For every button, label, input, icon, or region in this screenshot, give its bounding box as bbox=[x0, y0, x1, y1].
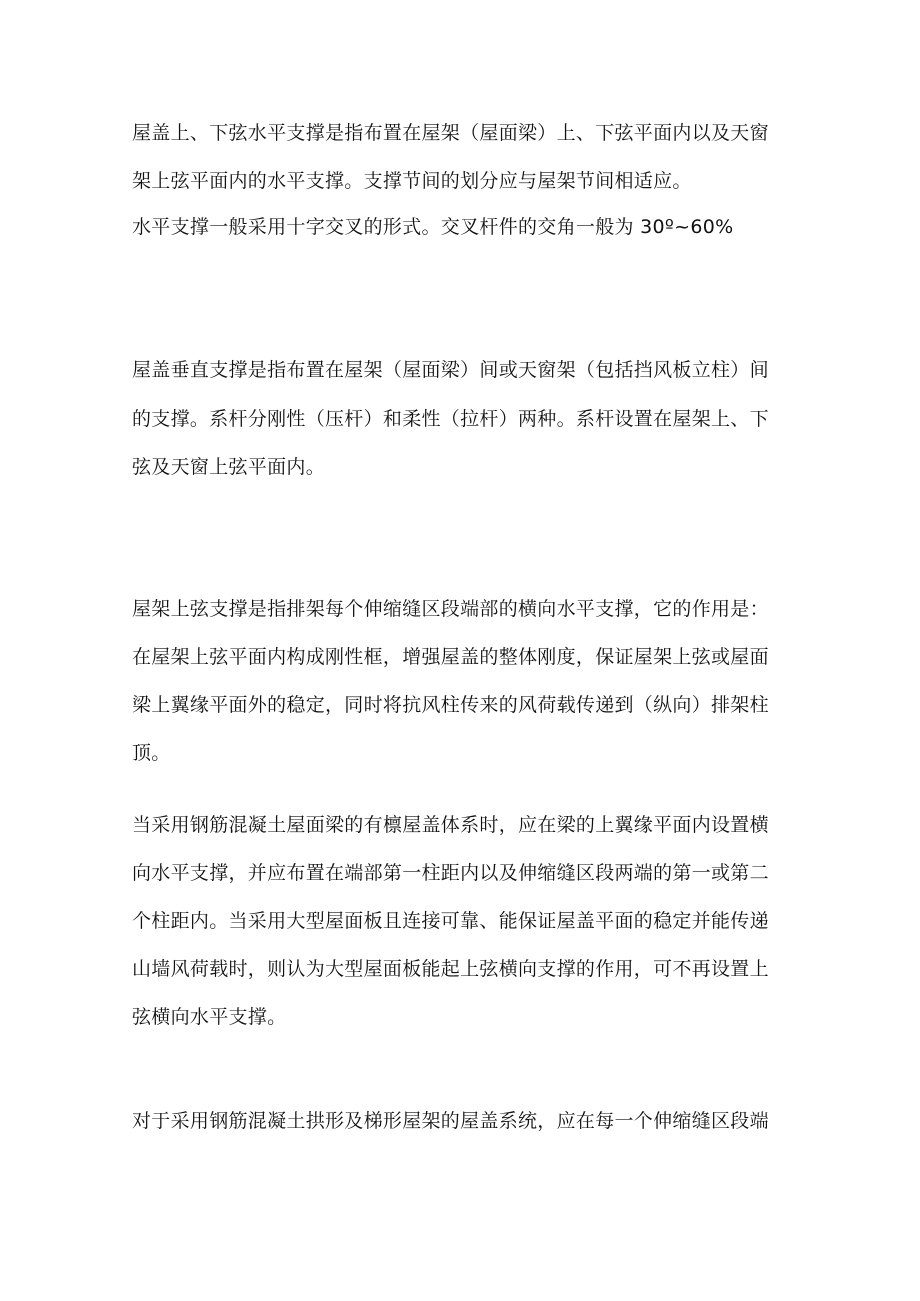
text-line: 屋盖垂直支撑是指布置在屋架（屋面梁）间或天窗架（包括挡风板立柱）间 bbox=[132, 359, 769, 381]
text-line: 弦及天窗上弦平面内。 bbox=[132, 456, 326, 478]
text-line: 架上弦平面内的水平支撑。支撑节间的划分应与屋架节间相适应。 bbox=[132, 170, 692, 192]
text-line: 弦横向水平支撑。 bbox=[132, 1006, 287, 1028]
text-line: 山墙风荷载时，则认为大型屋面板能起上弦横向支撑的作用，可不再设置上 bbox=[132, 958, 769, 980]
text-line: 梁上翼缘平面外的稳定，同时将抗风柱传来的风荷载传递到（纵向）排架柱 bbox=[132, 694, 769, 716]
text-line: 个柱距内。当采用大型屋面板且连接可靠、能保证屋盖平面的稳定并能传递 bbox=[132, 910, 769, 932]
text-line: 屋架上弦支撑是指排架每个伸缩缝区段端部的横向水平支撑，它的作用是： bbox=[132, 598, 769, 620]
text-line: 对于采用钢筋混凝土拱形及梯形屋架的屋盖系统，应在每一个伸缩缝区段端 bbox=[132, 1110, 769, 1132]
text-line: 的支撑。系杆分刚性（压杆）和柔性（拉杆）两种。系杆设置在屋架上、下 bbox=[132, 408, 769, 430]
text-line: 水平支撑一般采用十字交叉的形式。交叉杆件的交角一般为 30º~60% bbox=[132, 216, 734, 238]
text-line: 向水平支撑，并应布置在端部第一柱距内以及伸缩缝区段两端的第一或第二 bbox=[132, 862, 769, 884]
text-line: 屋盖上、下弦水平支撑是指布置在屋架（屋面梁）上、下弦平面内以及天窗 bbox=[132, 122, 769, 144]
text-line: 顶。 bbox=[132, 742, 171, 764]
text-line: 在屋架上弦平面内构成刚性框，增强屋盖的整体刚度，保证屋架上弦或屋面 bbox=[132, 646, 769, 668]
text-line: 当采用钢筋混凝土屋面梁的有檩屋盖体系时，应在梁的上翼缘平面内设置横 bbox=[132, 814, 769, 836]
